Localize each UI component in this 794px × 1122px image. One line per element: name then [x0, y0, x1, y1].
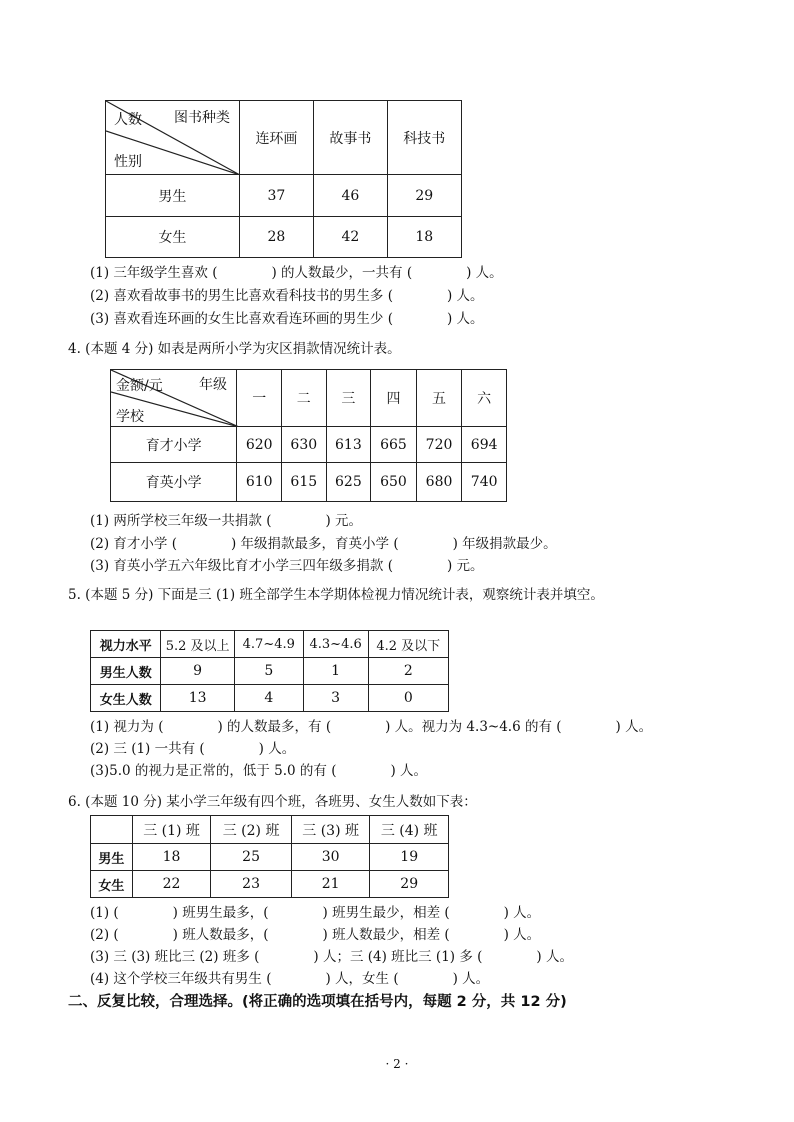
q5-header: 4.2 及以下	[368, 631, 448, 658]
q6-cell: 19	[370, 844, 449, 871]
table-row	[91, 871, 449, 898]
table-row	[111, 463, 507, 502]
q6-cell: 23	[211, 871, 292, 898]
q3-line-2: (2) 喜欢看故事书的男生比喜欢看科技书的男生多 ( ) 人。	[90, 288, 484, 304]
table1-diagonal-header	[106, 101, 240, 175]
q4-cell: 665	[371, 427, 417, 463]
q6-cell: 25	[211, 844, 292, 871]
q4-header-top: 年级	[199, 377, 227, 393]
table1-row-label: 男生	[106, 175, 240, 217]
section2-title: 二、反复比较，合理选择。(将正确的选项填在括号内，每题 2 分，共 12 分)	[68, 994, 567, 1010]
table1-header-left-top: 人数	[114, 112, 142, 128]
q5-cell: 4	[234, 685, 303, 712]
q5-line-3: (3)5.0 的视力是正常的，低于 5.0 的有 ( ) 人。	[90, 763, 428, 779]
table1-cell: 28	[239, 217, 313, 258]
table1-header-top: 图书种类	[174, 110, 230, 126]
q4-cell: 740	[462, 463, 507, 502]
q5-line-2: (2) 三 (1) 一共有 ( ) 人。	[90, 741, 296, 757]
q4-line-2: (2) 育才小学 ( ) 年级捐款最多，育英小学 ( ) 年级捐款最少。	[90, 536, 557, 552]
table1-col-header: 科技书	[387, 101, 461, 175]
q4-col-header: 六	[462, 370, 507, 427]
q5-title: 5. (本题 5 分) 下面是三 (1) 班全部学生本学期体检视力情况统计表，观察统计表并填空。	[68, 587, 604, 603]
q5-cell: 13	[161, 685, 234, 712]
table1-cell: 42	[314, 217, 387, 258]
q3-line-1: (1) 三年级学生喜欢 ( ) 的人数最少，一共有 ( ) 人。	[90, 265, 503, 281]
table-row	[91, 844, 449, 871]
table1-col-header: 故事书	[314, 101, 387, 175]
q6-row-label: 女生	[91, 871, 133, 898]
q4-line-3: (3) 育英小学五六年级比育才小学三四年级多捐款 ( ) 元。	[90, 558, 484, 574]
q5-header: 4.7~4.9	[234, 631, 303, 658]
q5-row-label: 男生人数	[91, 658, 161, 685]
q5-cell: 5	[234, 658, 303, 685]
q6-row-label: 男生	[91, 844, 133, 871]
q6-cell: 21	[291, 871, 370, 898]
q6-header: 三 (1) 班	[132, 816, 211, 844]
q4-cell: 615	[281, 463, 326, 502]
q4-title: 4. (本题 4 分) 如表是两所小学为灾区捐款情况统计表。	[68, 341, 401, 357]
page-number: · 2 ·	[385, 1057, 409, 1071]
q6-header: 三 (2) 班	[211, 816, 292, 844]
table-row	[111, 427, 507, 463]
q4-line-1: (1) 两所学校三年级一共捐款 ( ) 元。	[90, 513, 363, 529]
class-gender-table	[90, 815, 449, 898]
q6-cell: 30	[291, 844, 370, 871]
q6-header-empty	[91, 816, 133, 844]
q5-row-label: 女生人数	[91, 685, 161, 712]
table1-cell: 37	[239, 175, 313, 217]
table-row	[106, 175, 462, 217]
q6-header: 三 (4) 班	[370, 816, 449, 844]
q4-cell: 610	[237, 463, 282, 502]
table1-header-left-bottom: 性别	[114, 154, 142, 170]
table1-cell: 18	[387, 217, 461, 258]
q4-row-label: 育英小学	[111, 463, 237, 502]
q4-cell: 613	[326, 427, 371, 463]
q5-cell: 2	[368, 658, 448, 685]
q4-cell: 620	[237, 427, 282, 463]
q5-header: 5.2 及以上	[161, 631, 234, 658]
table-row	[91, 658, 449, 685]
q4-col-header: 一	[237, 370, 282, 427]
q6-cell: 18	[132, 844, 211, 871]
table-row	[91, 685, 449, 712]
q6-line-1: (1) ( ) 班男生最多，( ) 班男生最少，相差 ( ) 人。	[90, 905, 541, 921]
table-row	[106, 217, 462, 258]
q6-header: 三 (3) 班	[291, 816, 370, 844]
q6-title: 6. (本题 10 分) 某小学三年级有四个班，各班男、女生人数如下表：	[68, 794, 477, 810]
table1-row-label: 女生	[106, 217, 240, 258]
table1-cell: 46	[314, 175, 387, 217]
q4-header-left-top: 金额/元	[116, 378, 163, 394]
q5-cell: 3	[303, 685, 368, 712]
q4-col-header: 四	[371, 370, 417, 427]
q4-header-left-bottom: 学校	[116, 409, 144, 425]
q4-col-header: 二	[281, 370, 326, 427]
q4-col-header: 三	[326, 370, 371, 427]
q4-cell: 625	[326, 463, 371, 502]
q6-cell: 22	[132, 871, 211, 898]
book-type-table	[105, 100, 462, 258]
q5-line-1: (1) 视力为 ( ) 的人数最多，有 ( ) 人。视力为 4.3~4.6 的有 ( ) 人。	[90, 719, 653, 735]
q4-cell: 694	[462, 427, 507, 463]
q5-cell: 9	[161, 658, 234, 685]
q6-line-2: (2) ( ) 班人数最多，( ) 班人数最少，相差 ( ) 人。	[90, 927, 541, 943]
q4-cell: 680	[416, 463, 462, 502]
q4-row-label: 育才小学	[111, 427, 237, 463]
q4-diagonal-header	[111, 370, 237, 427]
q5-header: 视力水平	[91, 631, 161, 658]
q6-line-3: (3) 三 (3) 班比三 (2) 班多 ( ) 人；三 (4) 班比三 (1) 多 ( ) 人。	[90, 949, 573, 965]
q4-cell: 630	[281, 427, 326, 463]
q4-cell: 720	[416, 427, 462, 463]
vision-table	[90, 630, 449, 712]
table1-cell: 29	[387, 175, 461, 217]
q5-header: 4.3~4.6	[303, 631, 368, 658]
q5-cell: 0	[368, 685, 448, 712]
q3-line-3: (3) 喜欢看连环画的女生比喜欢看连环画的男生少 ( ) 人。	[90, 311, 484, 327]
table1-col-header: 连环画	[239, 101, 313, 175]
q4-col-header: 五	[416, 370, 462, 427]
q5-cell: 1	[303, 658, 368, 685]
q6-cell: 29	[370, 871, 449, 898]
donation-table	[110, 369, 507, 502]
q4-cell: 650	[371, 463, 417, 502]
q6-line-4: (4) 这个学校三年级共有男生 ( ) 人，女生 ( ) 人。	[90, 971, 490, 987]
